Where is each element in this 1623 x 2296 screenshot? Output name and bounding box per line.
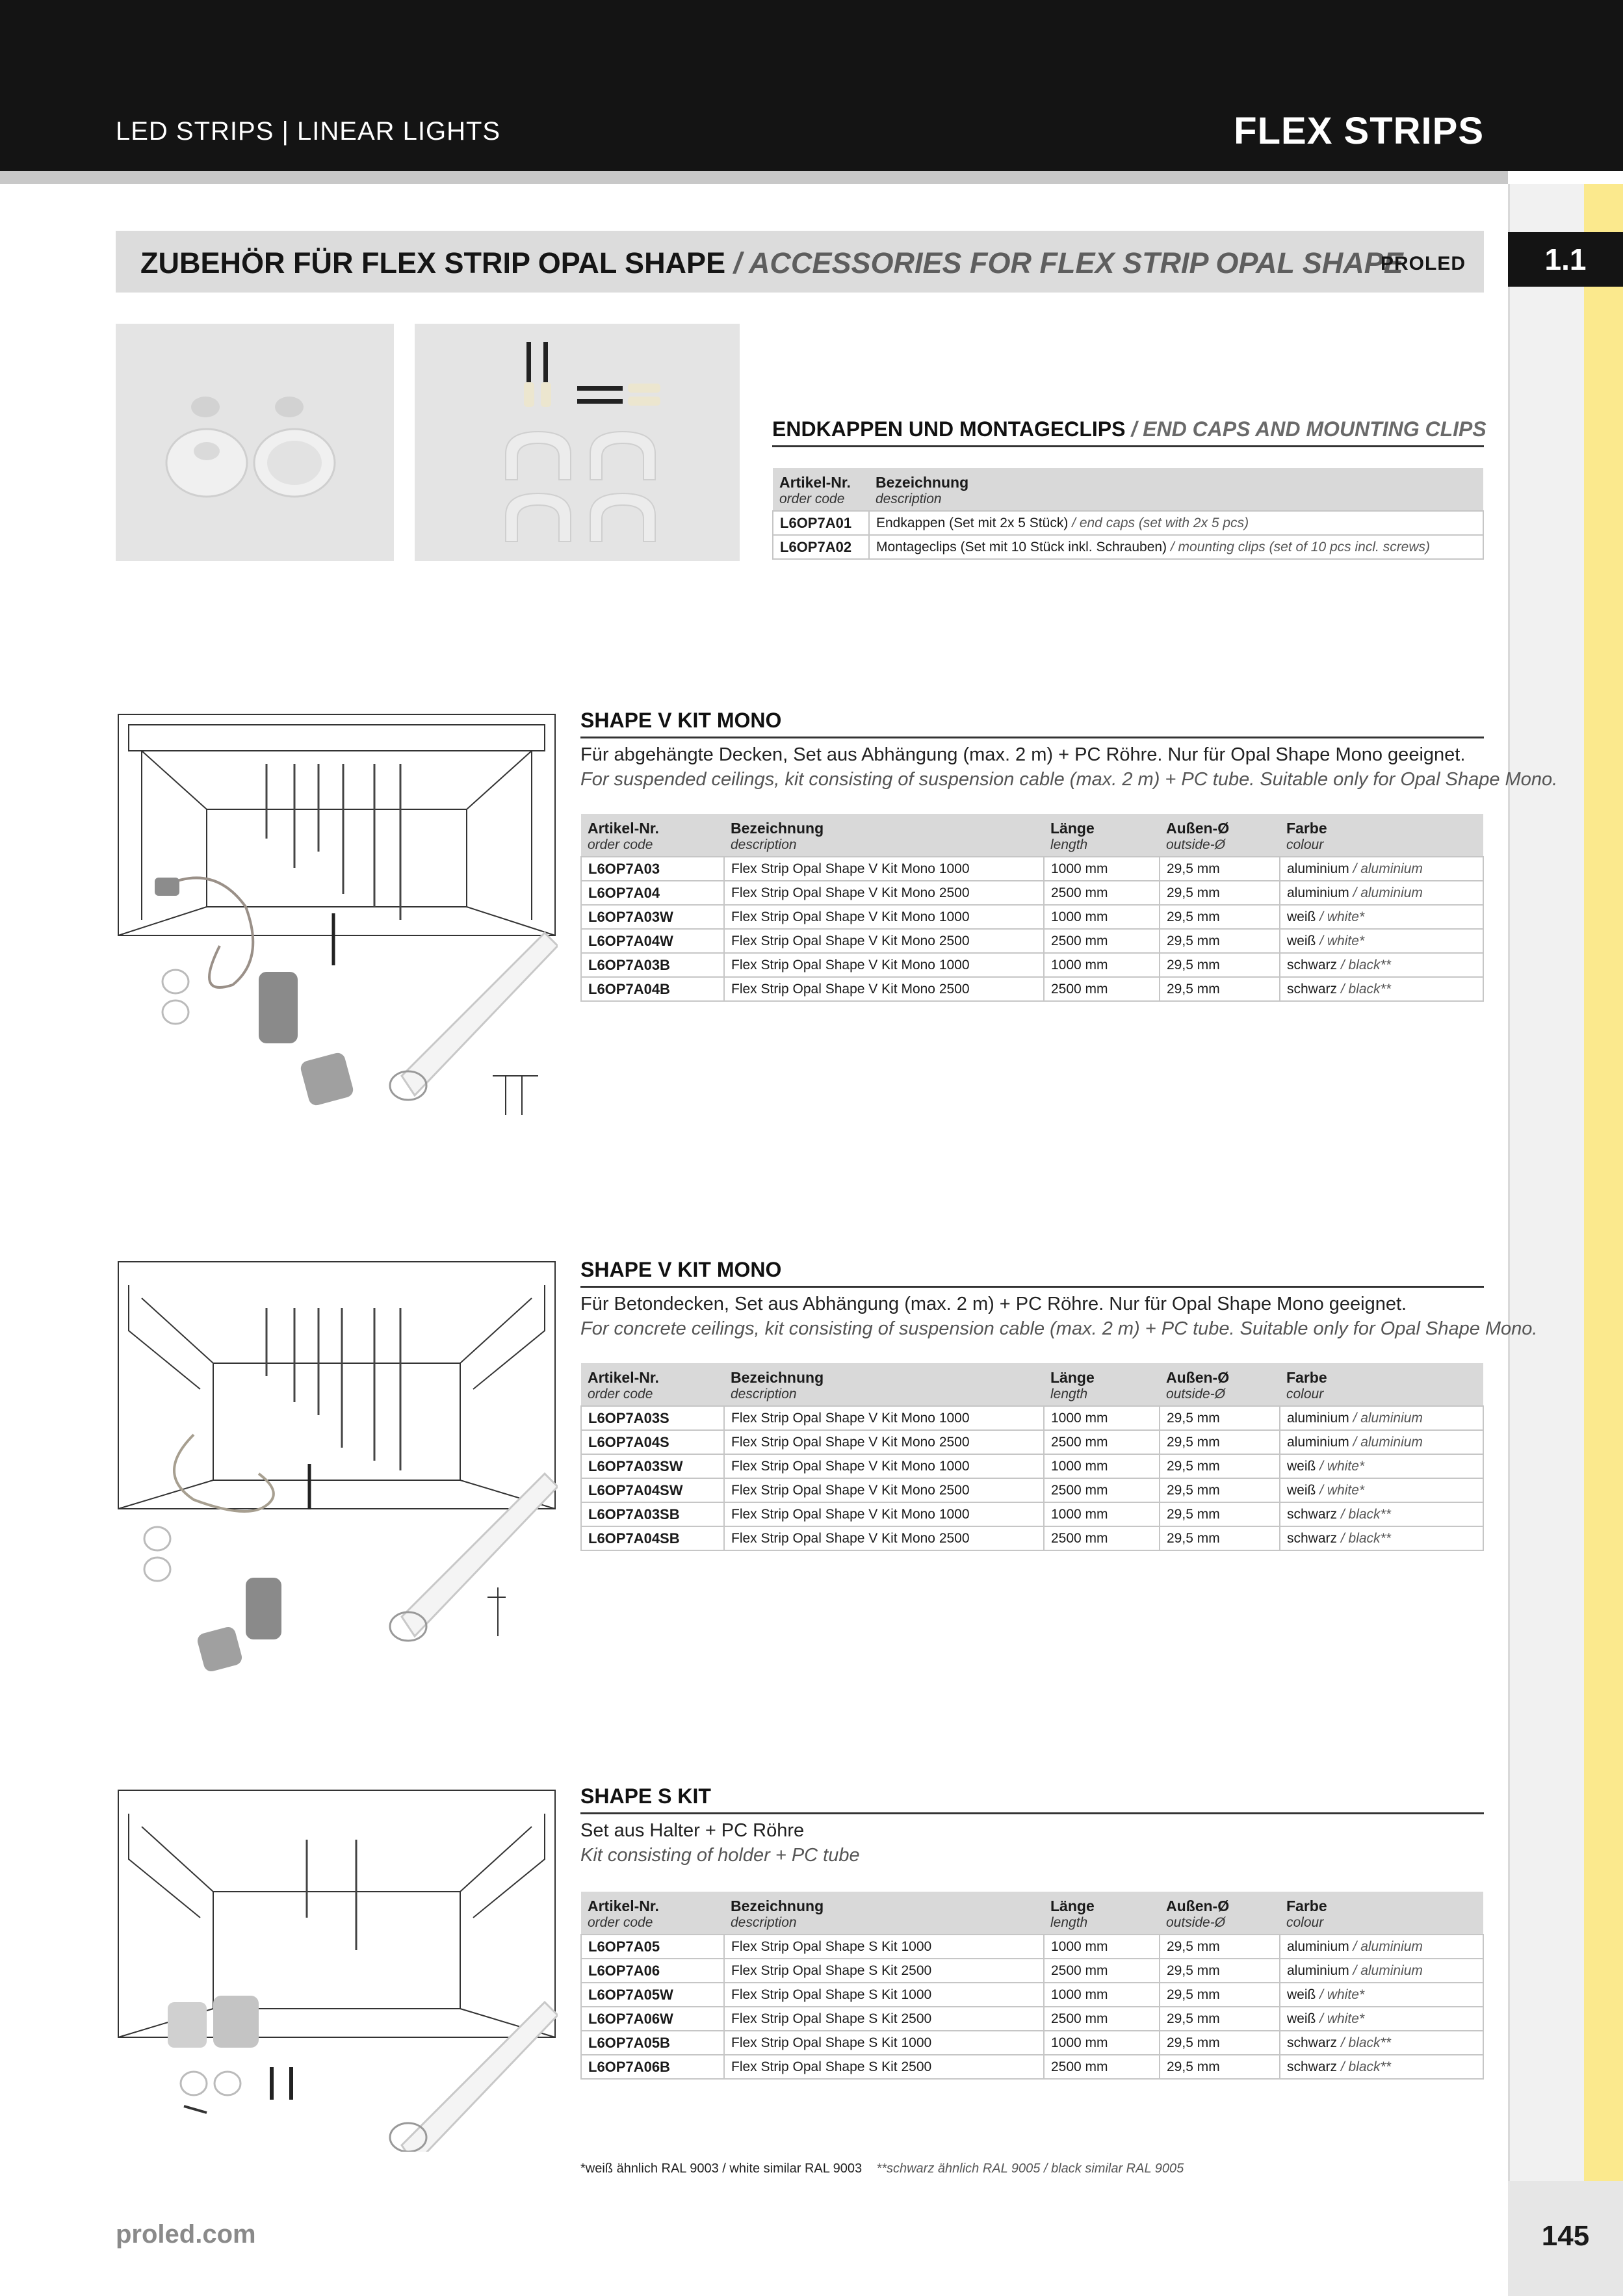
col-desc: Bezeichnung description <box>869 468 1483 511</box>
kit3-drawing <box>116 1788 558 2152</box>
footnote <box>580 2161 1184 2176</box>
col-length: Länge length <box>1044 814 1160 857</box>
table-row: L6OP7A06B Flex Strip Opal Shape S Kit 2500 2500 mm 29,5 mm schwarz / black** <box>581 2055 1483 2079</box>
table-header <box>773 468 1483 511</box>
section-title: FLEX STRIPS <box>1234 110 1484 152</box>
page-number: 145 <box>1541 2220 1590 2252</box>
kit1-heading: SHAPE V KIT MONO <box>580 709 1484 738</box>
caps-heading-en: / END CAPS AND MOUNTING CLIPS <box>1125 417 1487 441</box>
caps-section-heading <box>772 417 1487 447</box>
kit2-description-de: Für Betondecken, Set aus Abhängung (max. 2 m) + PC Röhre. Nur für Opal Shape Mono geeignet. <box>580 1294 1407 1314</box>
table-row: L6OP7A03 Flex Strip Opal Shape V Kit Mono 1000 1000 mm 29,5 mm aluminium / aluminium <box>581 857 1483 881</box>
mounting-clips-image <box>415 324 740 561</box>
table-row: L6OP7A04S Flex Strip Opal Shape V Kit Mono 2500 2500 mm 29,5 mm aluminium / aluminium <box>581 1430 1483 1454</box>
table-row <box>773 511 1483 535</box>
page-title-de: ZUBEHÖR FÜR FLEX STRIP OPAL SHAPE <box>140 246 726 280</box>
kit2-description-en: For concrete ceilings, kit consisting of suspension cable (max. 2 m) + PC tube. Suitable only for Opal Shape Mono. <box>580 1318 1538 1339</box>
kit1-description-de: Für abgehängte Decken, Set aus Abhängung (max. 2 m) + PC Röhre. Nur für Opal Shape Mono geeignet. <box>580 744 1466 765</box>
table-row: L6OP7A05W Flex Strip Opal Shape S Kit 1000 1000 mm 29,5 mm weiß / white* <box>581 1983 1483 2007</box>
table-row: L6OP7A03W Flex Strip Opal Shape V Kit Mono 1000 1000 mm 29,5 mm weiß / white* <box>581 905 1483 929</box>
kit1-description-en: For suspended ceilings, kit consisting of suspension cable (max. 2 m) + PC tube. Suitable only for Opal Shape Mono. <box>580 769 1558 790</box>
table-header <box>581 814 1483 857</box>
table-row: L6OP7A03SW Flex Strip Opal Shape V Kit Mono 1000 1000 mm 29,5 mm weiß / white* <box>581 1454 1483 1478</box>
description: Endkappen (Set mit 2x 5 Stück) / end caps (set with 2x 5 pcs) <box>869 511 1483 535</box>
kit2-heading: SHAPE V KIT MONO <box>580 1258 1484 1288</box>
caps-table <box>772 468 1484 560</box>
mounting-clips-photo <box>415 324 740 561</box>
col-diameter: Außen-Ø outside-Ø <box>1160 814 1280 857</box>
table-row: L6OP7A05 Flex Strip Opal Shape S Kit 1000 1000 mm 29,5 mm aluminium / aluminium <box>581 1935 1483 1959</box>
kit3-table <box>580 1892 1484 2080</box>
col-diameter: Außen-Ø outside-Ø <box>1160 1892 1280 1935</box>
footnote-white: *weiß ähnlich RAL 9003 / white similar RAL 9003 <box>580 2161 863 2176</box>
col-colour: Farbe colour <box>1280 1363 1483 1406</box>
order-code: L6OP7A02 <box>773 535 869 559</box>
sidebar-margin <box>1508 184 1584 2296</box>
col-code: Artikel-Nr. order code <box>581 1892 724 1935</box>
kit3-description-de: Set aus Halter + PC Röhre <box>580 1820 805 1841</box>
col-colour: Farbe colour <box>1280 1892 1483 1935</box>
kit2-table <box>580 1363 1484 1551</box>
section-breadcrumb: LED STRIPS | LINEAR LIGHTS <box>116 117 501 146</box>
footnote-black: **schwarz ähnlich RAL 9005 / black similar RAL 9005 <box>876 2161 1184 2176</box>
table-row: L6OP7A06W Flex Strip Opal Shape S Kit 2500 2500 mm 29,5 mm weiß / white* <box>581 2007 1483 2031</box>
page-title-en: ACCESSORIES FOR FLEX STRIP OPAL SHAPE <box>748 246 1403 280</box>
table-row: L6OP7A06 Flex Strip Opal Shape S Kit 2500 2500 mm 29,5 mm aluminium / aluminium <box>581 1959 1483 1983</box>
table-row: L6OP7A04B Flex Strip Opal Shape V Kit Mono 2500 2500 mm 29,5 mm schwarz / black** <box>581 977 1483 1001</box>
chapter-tab[interactable]: 1.1 <box>1508 232 1623 287</box>
footer-url[interactable]: proled.com <box>116 2220 256 2249</box>
table-row: L6OP7A04W Flex Strip Opal Shape V Kit Mono 2500 2500 mm 29,5 mm weiß / white* <box>581 929 1483 953</box>
table-header <box>581 1363 1483 1406</box>
col-length: Länge length <box>1044 1892 1160 1935</box>
table-row: L6OP7A03SB Flex Strip Opal Shape V Kit Mono 1000 1000 mm 29,5 mm schwarz / black** <box>581 1502 1483 1526</box>
page-title <box>140 246 1403 280</box>
kit2-drawing <box>116 1259 558 1682</box>
chapter-color-strip <box>1584 184 1623 2181</box>
col-colour: Farbe colour <box>1280 814 1483 857</box>
table-row: L6OP7A05B Flex Strip Opal Shape S Kit 1000 1000 mm 29,5 mm schwarz / black** <box>581 2031 1483 2055</box>
table-header <box>581 1892 1483 1935</box>
table-row: L6OP7A03B Flex Strip Opal Shape V Kit Mono 1000 1000 mm 29,5 mm schwarz / black** <box>581 953 1483 977</box>
table-row: L6OP7A03S Flex Strip Opal Shape V Kit Mono 1000 1000 mm 29,5 mm aluminium / aluminium <box>581 1406 1483 1430</box>
col-desc: Bezeichnung description <box>724 1363 1044 1406</box>
table-row: L6OP7A04SB Flex Strip Opal Shape V Kit Mono 2500 2500 mm 29,5 mm schwarz / black** <box>581 1526 1483 1550</box>
col-code: Artikel-Nr. order code <box>773 468 869 511</box>
end-caps-image <box>116 324 394 561</box>
caps-heading-de: ENDKAPPEN UND MONTAGECLIPS <box>772 417 1126 441</box>
col-code: Artikel-Nr. order code <box>581 1363 724 1406</box>
order-code: L6OP7A01 <box>773 511 869 535</box>
table-row: L6OP7A04 Flex Strip Opal Shape V Kit Mono 2500 2500 mm 29,5 mm aluminium / aluminium <box>581 881 1483 905</box>
kit1-drawing <box>116 712 558 1121</box>
kit3-heading: SHAPE S KIT <box>580 1784 1484 1814</box>
col-desc: Bezeichnung description <box>724 814 1044 857</box>
description: Montageclips (Set mit 10 Stück inkl. Schrauben) / mounting clips (set of 10 pcs incl. screws) <box>869 535 1483 559</box>
end-caps-photo <box>116 324 394 561</box>
kit3-description-en: Kit consisting of holder + PC tube <box>580 1845 860 1866</box>
brand-logo: PROLED <box>1380 253 1466 274</box>
table-row: L6OP7A04SW Flex Strip Opal Shape V Kit Mono 2500 2500 mm 29,5 mm weiß / white* <box>581 1478 1483 1502</box>
kit1-table <box>580 814 1484 1002</box>
kit2-illustration <box>116 1259 558 1682</box>
col-desc: Bezeichnung description <box>724 1892 1044 1935</box>
page-title-bar <box>116 231 1484 293</box>
kit3-illustration <box>116 1788 558 2152</box>
page-title-sep: / <box>725 246 749 280</box>
col-code: Artikel-Nr. order code <box>581 814 724 857</box>
col-length: Länge length <box>1044 1363 1160 1406</box>
table-row <box>773 535 1483 559</box>
col-diameter: Außen-Ø outside-Ø <box>1160 1363 1280 1406</box>
header-divider <box>0 171 1508 184</box>
kit1-illustration <box>116 712 558 1121</box>
